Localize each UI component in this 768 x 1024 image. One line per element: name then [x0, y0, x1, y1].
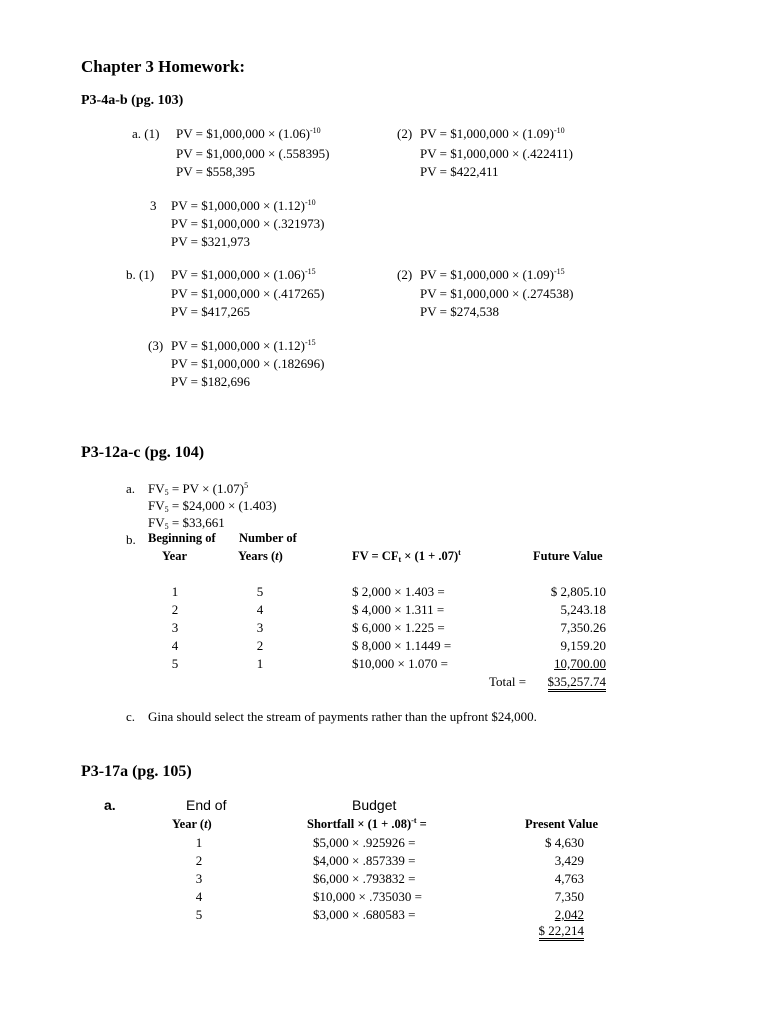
cell-n: 4 — [256, 602, 264, 617]
equation-line: PV = $1,000,000 × $(1.09)^{-15}$ — [420, 267, 565, 282]
problem-heading-p3-12: P3-12a-c (pg. 104) — [81, 444, 205, 461]
label-b: b. — [126, 532, 136, 547]
cell-calc: $ 2,000 × 1.403 = — [352, 584, 445, 599]
conclusion-text: Gina should select the stream of payments rather than the upfront $24,000. — [148, 709, 537, 724]
cell-year: 4 — [195, 889, 203, 904]
cell-calc: $5,000 × .925926 = — [313, 835, 416, 850]
cell-calc: $ 8,000 × 1.1449 = — [352, 638, 452, 653]
col-header-years-bottom: Years (t) — [238, 549, 283, 563]
label-b3: (3) — [148, 338, 164, 353]
cell-calc: $3,000 × .680583 = — [313, 907, 416, 922]
label-a2: (2) — [397, 126, 413, 141]
equation-line: PV = $1,000,000 × $(1.06)^{-10}$ — [176, 126, 321, 141]
col-header-years-top: Number of — [239, 531, 297, 545]
equation-line: PV = $1,000,000 × (.321973) — [171, 216, 325, 231]
label-a: a. — [126, 481, 136, 496]
col-header-year-top: Beginning of — [148, 531, 216, 545]
col-header-fv: FV = $CF_t \times (1 + .07)^t$ — [352, 548, 461, 564]
equation-line: PV = $1,000,000 × $(1.09)^{-10}$ — [420, 126, 565, 141]
label-a3: 3 — [150, 198, 157, 213]
col-header-end-of: End of — [186, 797, 227, 813]
cell-fv: $ 2,805.10 — [550, 584, 606, 599]
label-a1: a. (1) — [132, 126, 160, 141]
cell-fv: 7,350.26 — [560, 620, 606, 635]
cell-year: 1 — [195, 835, 203, 850]
cell-year: 5 — [171, 656, 179, 671]
cell-year: 2 — [195, 853, 203, 868]
problem-heading-p3-4: P3-4a-b (pg. 103) — [81, 93, 184, 108]
cell-fv: 5,243.18 — [560, 602, 606, 617]
cell-calc: $6,000 × .793832 = — [313, 871, 416, 886]
cell-n: 5 — [256, 584, 264, 599]
equation-line: PV = $274,538 — [420, 304, 499, 319]
cell-year: 3 — [195, 871, 203, 886]
cell-pv: 4,763 — [554, 871, 584, 886]
label-b1: b. (1) — [126, 267, 155, 282]
cell-calc: $ 6,000 × 1.225 = — [352, 620, 445, 635]
cell-calc: $ 4,000 × 1.311 = — [352, 602, 445, 617]
label-b2: (2) — [397, 267, 413, 282]
fv-line-1: $FV_5$ = PV × $(1.07)^5$ — [148, 480, 348, 498]
cell-n: 1 — [256, 656, 264, 671]
col-header-budget: Budget — [352, 797, 397, 813]
col-header-year-bottom: Year — [162, 549, 187, 563]
total-label: Total = — [489, 674, 527, 689]
equation-line: PV = $1,000,000 × $(1.12)^{-10}$ — [171, 198, 316, 213]
cell-pv: 3,429 — [554, 853, 584, 868]
col-header-year: Year (t) — [172, 817, 212, 831]
cell-n: 3 — [256, 620, 264, 635]
cell-fv: 9,159.20 — [560, 638, 606, 653]
label-c: c. — [126, 709, 136, 724]
equation-line: PV = $321,973 — [171, 234, 250, 249]
total-value: $35,257.74 — [505, 673, 606, 691]
cell-calc: $10,000 × .735030 = — [313, 889, 422, 904]
cell-year: 4 — [171, 638, 179, 653]
equation-line: PV = $1,000,000 × (.422411) — [420, 146, 573, 161]
cell-year: 2 — [171, 602, 179, 617]
equation-line: PV = $1,000,000 × (.558395) — [176, 146, 330, 161]
cell-pv: $ 4,630 — [545, 835, 584, 850]
equation-line: PV = $422,411 — [420, 164, 499, 179]
cell-year: 1 — [171, 584, 179, 599]
total-value: $ 22,214 — [500, 922, 584, 940]
cell-fv: 10,700.00 — [554, 656, 606, 671]
problem-heading-p3-17: P3-17a (pg. 105) — [81, 763, 192, 780]
equation-line: PV = $1,000,000 × $(1.06)^{-15}$ — [171, 267, 316, 282]
fv-line-3: $FV_5$ = $33,661 — [148, 515, 225, 531]
cell-year: 5 — [195, 907, 203, 922]
equation-line: PV = $1,000,000 × $(1.12)^{-15}$ — [171, 338, 316, 353]
fv-line-2: $FV_5$ = $24,000 × (1.403) — [148, 498, 277, 514]
cell-year: 3 — [171, 620, 179, 635]
cell-calc: $10,000 × 1.070 = — [352, 656, 448, 671]
label-a: a. — [104, 797, 116, 813]
equation-line: PV = $1,000,000 × (.417265) — [171, 286, 325, 301]
equation-line: PV = $1,000,000 × (.182696) — [171, 356, 325, 371]
cell-pv: 7,350 — [554, 889, 584, 904]
col-header-present-value: Present Value — [525, 817, 599, 831]
equation-line: PV = $558,395 — [176, 164, 255, 179]
page-title: Chapter 3 Homework: — [81, 57, 245, 76]
cell-pv: 2,042 — [554, 907, 584, 922]
equation-line: PV = $1,000,000 × (.274538) — [420, 286, 574, 301]
equation-line: PV = $182,696 — [171, 374, 250, 389]
cell-n: 2 — [256, 638, 264, 653]
col-header-shortfall: Shortfall × $(1 + .08)^{-t}$ = — [307, 816, 427, 831]
equation-line: PV = $417,265 — [171, 304, 250, 319]
cell-calc: $4,000 × .857339 = — [313, 853, 416, 868]
col-header-future-value: Future Value — [533, 549, 603, 563]
